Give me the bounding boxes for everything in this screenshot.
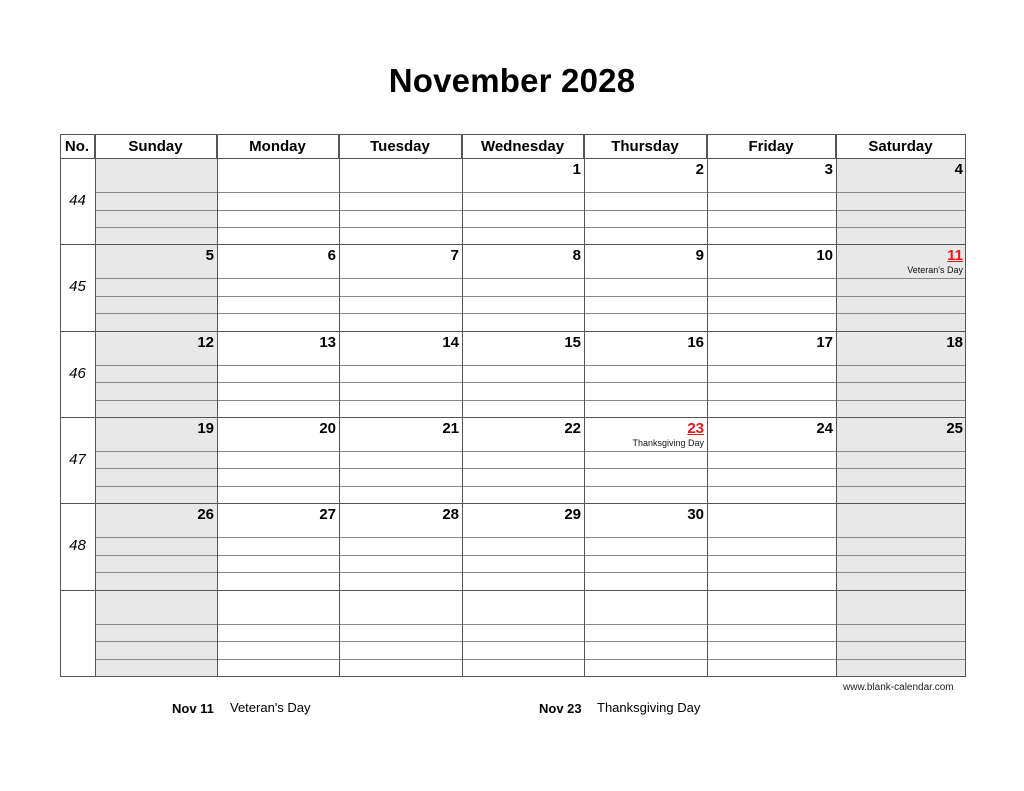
day-number: 15 xyxy=(564,334,581,351)
day-number: 22 xyxy=(564,420,581,437)
footer-holiday-name: Veteran's Day xyxy=(230,700,311,715)
grid-column-line xyxy=(339,134,340,676)
holiday-label: Thanksgiving Day xyxy=(632,438,704,448)
calendar-grid xyxy=(60,134,966,676)
day-number: 2 xyxy=(695,161,704,178)
footer-holiday-date: Nov 11 xyxy=(172,701,214,716)
grid-border-top xyxy=(60,134,966,135)
header-sunday: Sunday xyxy=(95,134,217,158)
day-number: 12 xyxy=(197,334,214,351)
day-number: 6 xyxy=(327,247,336,264)
day-number: 9 xyxy=(695,247,704,264)
day-number: 30 xyxy=(687,506,704,523)
day-number: 13 xyxy=(319,334,336,351)
week-divider xyxy=(60,503,966,504)
day-number: 20 xyxy=(319,420,336,437)
day-number: 10 xyxy=(816,247,833,264)
day-number: 23 xyxy=(687,420,704,437)
grid-column-line xyxy=(965,134,966,676)
day-number: 3 xyxy=(824,161,833,178)
week-divider xyxy=(60,676,966,677)
week-divider xyxy=(60,417,966,418)
week-number: 48 xyxy=(69,537,86,554)
footer-url: www.blank-calendar.com xyxy=(843,682,954,693)
day-number: 19 xyxy=(197,420,214,437)
day-number: 11 xyxy=(947,247,963,264)
day-number: 27 xyxy=(319,506,336,523)
day-number: 17 xyxy=(816,334,833,351)
grid-column-line xyxy=(60,134,61,676)
week-number: 45 xyxy=(69,278,86,295)
week-divider xyxy=(60,244,966,245)
day-number: 16 xyxy=(687,334,704,351)
day-number: 28 xyxy=(442,506,459,523)
day-number: 26 xyxy=(197,506,214,523)
header-tuesday: Tuesday xyxy=(339,134,462,158)
day-number: 4 xyxy=(954,161,963,178)
day-number: 24 xyxy=(816,420,833,437)
day-number: 7 xyxy=(450,247,459,264)
grid-column-line xyxy=(95,134,96,676)
header-thursday: Thursday xyxy=(584,134,707,158)
header-divider xyxy=(60,158,966,159)
day-number: 5 xyxy=(205,247,214,264)
header-monday: Monday xyxy=(217,134,339,158)
calendar-title: November 2028 xyxy=(388,62,636,99)
week-number: 46 xyxy=(69,365,86,382)
day-number: 29 xyxy=(564,506,581,523)
grid-column-line xyxy=(836,134,837,676)
header-no: No. xyxy=(60,134,95,158)
header-friday: Friday xyxy=(707,134,836,158)
day-number: 25 xyxy=(946,420,963,437)
week-number: 44 xyxy=(69,192,86,209)
grid-column-line xyxy=(584,134,585,676)
footer-holiday-date: Nov 23 xyxy=(539,701,582,716)
grid-column-line xyxy=(217,134,218,676)
day-number: 18 xyxy=(946,334,963,351)
day-number: 1 xyxy=(572,161,581,178)
week-number: 47 xyxy=(69,451,86,468)
grid-column-line xyxy=(462,134,463,676)
week-divider xyxy=(60,590,966,591)
footer-holiday-name: Thanksgiving Day xyxy=(597,700,701,715)
header-wednesday: Wednesday xyxy=(462,134,584,158)
day-number: 14 xyxy=(442,334,459,351)
day-number: 8 xyxy=(572,247,581,264)
week-divider xyxy=(60,331,966,332)
day-number: 21 xyxy=(442,420,459,437)
holiday-label: Veteran's Day xyxy=(907,265,963,275)
header-saturday: Saturday xyxy=(836,134,966,158)
grid-column-line xyxy=(707,134,708,676)
